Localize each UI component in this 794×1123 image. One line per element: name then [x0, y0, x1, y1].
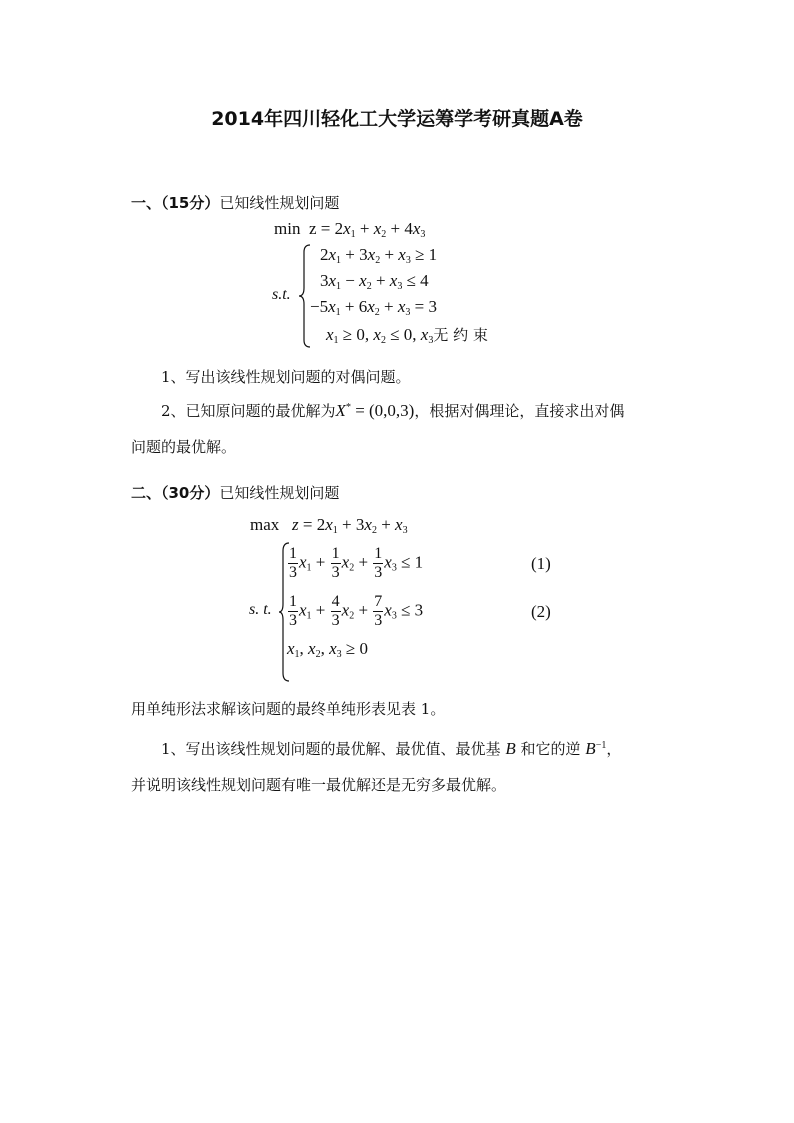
q1-constraint-2: $3x_1 - x_2 + x_3 \le 4$ [320, 271, 429, 292]
var-x: x [343, 219, 351, 238]
q2-heading-number: 二、（30分） [131, 484, 220, 502]
q2-intro: 用单纯形法求解该问题的最终单纯形表见表 1。 [131, 700, 446, 718]
q1-objective-lhs: z = 2 [308, 219, 344, 238]
subscript: 3 [420, 229, 426, 240]
q2-st-label: s. t. [249, 601, 272, 618]
q2-heading-text: 已知线性规划问题 [219, 484, 340, 502]
q2-objective: max $z = 2x_1 + 3x_2 + x_3$ [250, 515, 408, 536]
q1-constraint-3: $-5x_1 + 6x_2 + x_3 = 3$ [310, 297, 438, 318]
q1-heading [131, 192, 339, 213]
q2-constraint-1-label: (1) [531, 554, 551, 573]
q2-subquestion-1-cont: 并说明该线性规划问题有唯一最优解还是无穷多最优解。 [131, 776, 507, 794]
q2-heading [131, 482, 339, 503]
q1-constraint-1: $2x_1 + 3x_2 + x_3 \ge 1$ [320, 245, 438, 266]
var-x: x [412, 219, 421, 238]
q2-constraint-2-label: (2) [531, 602, 551, 621]
subscript: 1 [350, 229, 356, 240]
operator: + 4 [386, 219, 413, 238]
q2-objective-type: max [250, 515, 280, 534]
q1-subquestion-2: 2、已知原问题的最优解为X* = (0,0,3)，根据对偶理论，直接求出对偶 [161, 401, 625, 420]
q1-st-label: s.t. [272, 286, 291, 303]
q1-subquestion-1: 1、写出该线性规划问题的对偶问题。 [161, 368, 411, 386]
operator: + [355, 219, 374, 238]
q1-heading-text: 已知线性规划问题 [219, 194, 340, 212]
q1-subquestion-2-cont: 问题的最优解。 [131, 438, 237, 456]
q1-constraint-brace [298, 244, 312, 348]
subscript: 2 [381, 229, 387, 240]
page-title: 2014年四川轻化工大学运筹学考研真题A卷 [211, 108, 583, 130]
q2-constraint-2: $\frac{1}{3}$ $x_1$ + $\frac{4}{3}$ $x_2$ + $\frac{7}{3}$ $x_3 \le 3$ [289, 593, 424, 629]
q2-constraint-1: $\frac{1}{3}$ $x_1$ + $\frac{1}{3}$ $x_2$ + $\frac{1}{3}$ $x_3 \le 1$ [289, 545, 424, 581]
var-x: x [373, 219, 382, 238]
q1-heading-number: 一、（15分） [131, 194, 220, 212]
q2-subquestion-1: 1、写出该线性规划问题的最优解、最优值、最优基 B 和它的逆 $B^{-1}$， [161, 739, 622, 758]
q2-constraint-3: $x_1$, $x_2$, $x_3 \ge 0$ [287, 639, 368, 660]
q1-objective [274, 219, 425, 240]
q1-objective-type: min [274, 219, 301, 238]
q1-constraint-4: $x_1 \ge 0$, $x_2 \le 0$, $x_3$无 约 束 [326, 325, 488, 346]
